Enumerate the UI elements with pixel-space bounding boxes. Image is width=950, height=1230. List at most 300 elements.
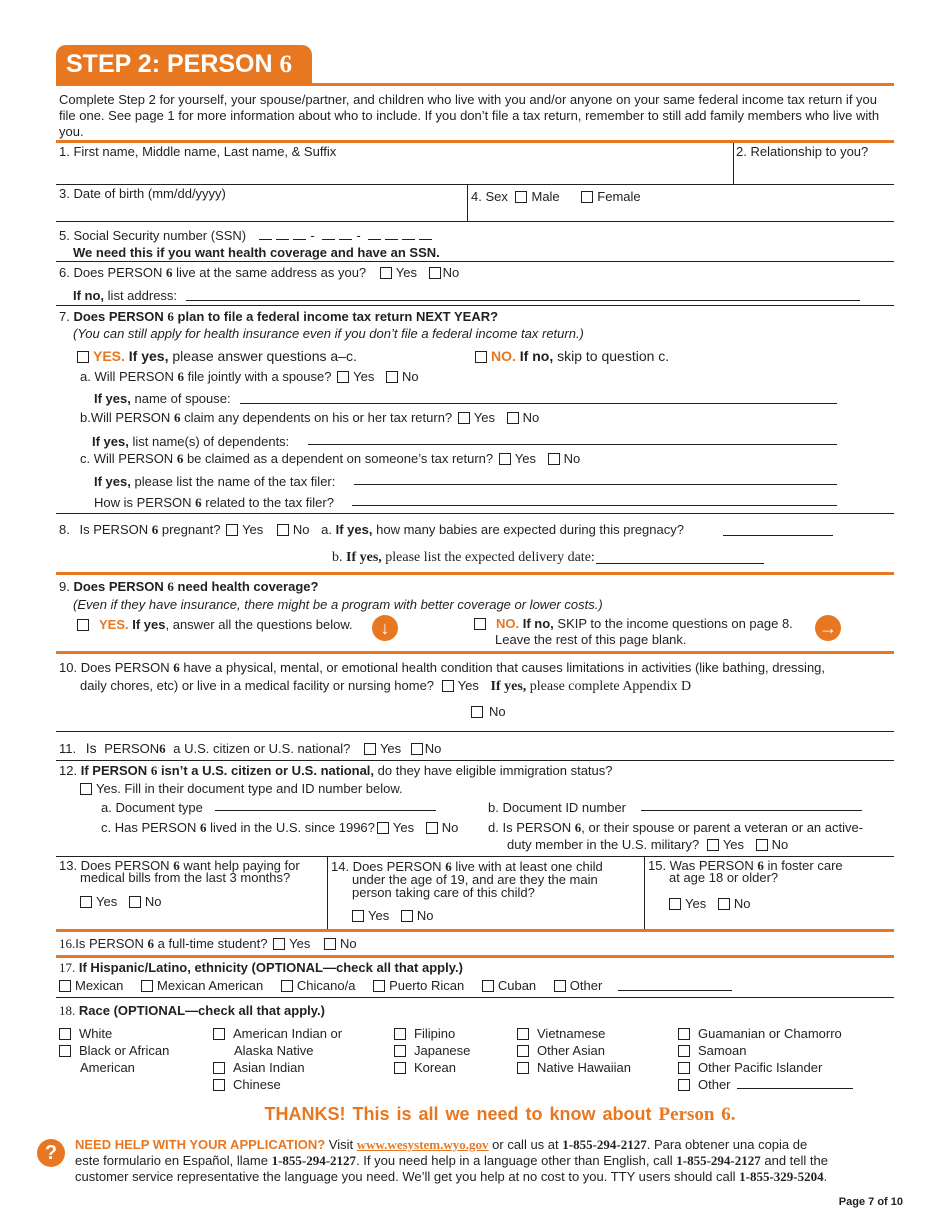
help-url-link[interactable]: www.wesystem.wyo.gov — [356, 1137, 489, 1152]
q10-num: 10. — [59, 660, 78, 675]
q6-address — [73, 288, 177, 303]
q12d-no-checkbox[interactable] — [756, 839, 768, 851]
q12d-no-label: No — [771, 837, 789, 852]
q7a-no-label: No — [401, 369, 419, 384]
q12a — [101, 800, 203, 815]
q9-no-checkbox[interactable] — [474, 618, 486, 630]
q8a-rest: how many babies are expected during this pregnacy? — [376, 522, 684, 537]
q12d-person: PERSON — [516, 820, 572, 835]
q11-pre: Is — [85, 740, 97, 756]
q9-pre: Does — [73, 579, 106, 594]
q17-chicano-checkbox[interactable] — [281, 980, 293, 992]
thanks-text: THANKS! This is all we need to know about — [264, 1104, 652, 1124]
q7c-how-post: related to the tax filer? — [205, 495, 334, 510]
race-label: Japanese — [414, 1043, 471, 1058]
race-label: Other Pacific Islander — [698, 1060, 823, 1075]
q7c-person: PERSON — [118, 451, 174, 466]
race-filipino-checkbox[interactable] — [394, 1028, 406, 1040]
q8-num: 8. — [59, 522, 70, 537]
q7c-how-person: PERSON — [136, 495, 192, 510]
q15-no-label: No — [733, 896, 751, 911]
q10-line2 — [80, 678, 691, 695]
q12-yes-checkbox[interactable] — [80, 783, 92, 795]
q12c-no-checkbox[interactable] — [426, 822, 438, 834]
race-label: Alaska Native — [234, 1043, 314, 1058]
q7c-if-bold: If yes, — [94, 474, 131, 489]
q17-mexican-checkbox[interactable] — [59, 980, 71, 992]
q17-other-field[interactable] — [618, 990, 732, 991]
q11-num: 11. — [59, 741, 77, 756]
race-label: White — [79, 1026, 113, 1041]
race-label: Asian Indian — [233, 1060, 305, 1075]
dependents-field[interactable] — [308, 444, 837, 445]
q13-no-checkbox[interactable] — [129, 896, 141, 908]
q13-post: want help paying for — [183, 858, 300, 873]
q18 — [59, 1003, 325, 1019]
race-label: Black or African — [79, 1043, 170, 1058]
q9-no-rest: SKIP to the income questions on page 8. — [557, 616, 793, 631]
q6-no-checkbox[interactable] — [429, 267, 441, 279]
q6-ifno: If no, — [73, 288, 105, 303]
relationship-field[interactable] — [736, 158, 891, 182]
q12-yes — [80, 781, 403, 796]
q12-bold-pre: If — [80, 763, 89, 778]
q12-rest: do they have eligible immigration status? — [377, 763, 613, 778]
q14-pre: 14. Does — [331, 859, 384, 874]
q8b — [332, 550, 595, 566]
q15-line2: at age 18 or older? — [669, 870, 779, 885]
q12c-yes-checkbox[interactable] — [377, 822, 389, 834]
q7a-if-rest: name of spouse: — [134, 391, 231, 406]
q7-no-bold: NO. — [491, 348, 516, 364]
q6 — [59, 265, 459, 281]
q9-post: need health coverage? — [177, 579, 319, 594]
q9-note: (Even if they have insurance, there might be a program with better coverage or lower costs.) — [73, 597, 603, 612]
q8-post: pregnant? — [161, 522, 221, 537]
q12d — [488, 820, 863, 836]
race-other-asian-checkbox[interactable] — [517, 1045, 529, 1057]
q10-yes-label: Yes — [457, 678, 479, 693]
q7-pre: Does — [73, 309, 106, 324]
q16-yes-checkbox[interactable] — [273, 938, 285, 950]
q10-no — [471, 704, 506, 719]
female-label: Female — [597, 189, 641, 204]
q7c-num: 6 — [176, 451, 184, 466]
race-vietnamese-checkbox[interactable] — [517, 1028, 529, 1040]
q6-num: 6. — [59, 265, 70, 280]
q14-num: 6 — [445, 859, 452, 874]
race-other-checkbox[interactable] — [678, 1079, 690, 1091]
q7c-pre: c. Will — [80, 451, 115, 466]
q12c-yes-label: Yes — [392, 820, 415, 835]
q12a-label: a. Document type — [101, 800, 203, 815]
divider — [56, 760, 894, 761]
q18-col2 — [213, 1025, 342, 1093]
q12b — [488, 800, 626, 815]
q9-no-ifb: If no, — [522, 616, 554, 631]
q7c-if-rest: please list the name of the tax filer: — [134, 474, 336, 489]
race-label: Samoan — [698, 1043, 747, 1058]
q14-line3: person taking care of this child? — [352, 885, 535, 900]
q16-num: 16. — [59, 936, 76, 951]
q8-no-checkbox[interactable] — [277, 524, 289, 536]
tax-filer-name-field[interactable] — [354, 484, 837, 485]
q14-post: live with at least one child — [455, 859, 603, 874]
race-samoan-checkbox[interactable] — [678, 1045, 690, 1057]
q11-post: a U.S. citizen or U.S. national? — [173, 741, 351, 756]
race-asian-indian-checkbox[interactable] — [213, 1062, 225, 1074]
delivery-date-field[interactable] — [596, 563, 764, 564]
q12-person-num: 6 — [150, 763, 158, 778]
banner-title: STEP 2: PERSON — [66, 50, 273, 78]
q12-num: 12. — [59, 763, 78, 778]
q7a-yes-checkbox[interactable] — [337, 371, 349, 383]
female-checkbox[interactable] — [581, 191, 593, 203]
q16-person-num: 6 — [147, 936, 155, 951]
q9-yes-ifb: If yes — [132, 617, 166, 632]
q10-no-label: No — [489, 704, 506, 719]
q7c-yes-checkbox[interactable] — [499, 453, 511, 465]
q16-post: a full-time student? — [157, 936, 268, 951]
q8-yes-checkbox[interactable] — [226, 524, 238, 536]
q17-cuban-checkbox[interactable] — [482, 980, 494, 992]
q13 — [59, 860, 300, 884]
q7c-how-num: 6 — [195, 495, 202, 510]
q12c-no-label: No — [441, 820, 459, 835]
q18-col5 — [678, 1025, 842, 1093]
q12 — [59, 763, 613, 779]
q12d-line2 — [507, 837, 788, 852]
header-rule — [56, 83, 894, 86]
q10-line2-text: daily chores, etc) or live in a medical facility or nursing home? — [80, 678, 435, 693]
intro-text: Complete Step 2 for yourself, your spouse/partner, and children who live with you and/or anyone on your same federal income tax return if you file one. See page 1 for more information about who to include. If you don’t file a tax return, remember to still add family members who live with you. — [59, 92, 880, 139]
divider — [56, 731, 894, 732]
q10-person-num: 6 — [173, 660, 180, 675]
q7b-no-label: No — [522, 410, 540, 425]
help-en1: . If you need help in a language other than English, call — [356, 1153, 673, 1168]
q11-yes-checkbox[interactable] — [364, 743, 376, 755]
q11-no-checkbox[interactable] — [411, 743, 423, 755]
tax-filer-relationship-field[interactable] — [352, 505, 837, 506]
q8-pre: Is — [79, 522, 90, 537]
divider — [56, 513, 894, 514]
q6-yes-checkbox[interactable] — [380, 267, 392, 279]
q7a-person: PERSON — [119, 369, 174, 384]
race-label: Korean — [414, 1060, 456, 1075]
q14-line2: under the age of 19, and are they the main — [352, 872, 598, 887]
ssn-field[interactable]: - - — [259, 228, 436, 243]
help-phone: 1-855-294-2127 — [562, 1137, 647, 1152]
q10-person: PERSON — [114, 660, 170, 675]
q10-no-checkbox[interactable] — [471, 706, 483, 718]
q7c — [80, 451, 580, 467]
q12d-post: , or their spouse or parent a veteran or an active- — [581, 820, 864, 835]
document-id-field[interactable] — [641, 810, 862, 811]
divider — [56, 651, 894, 654]
q15-pre: 15. Was — [648, 858, 696, 873]
q12c-post: lived in the U.S. since 1996? — [210, 820, 375, 835]
q16-person: PERSON — [89, 936, 144, 951]
q15-options — [669, 896, 750, 911]
q17-puerto-rican-checkbox[interactable] — [373, 980, 385, 992]
q7c-no-label: No — [563, 451, 581, 466]
babies-count-field[interactable] — [723, 535, 833, 536]
q18-col4 — [517, 1025, 631, 1076]
race-label: Filipino — [414, 1026, 456, 1041]
q9-yes-rest: , answer all the questions below. — [165, 617, 353, 632]
q7-no-rest: skip to question c. — [557, 348, 670, 364]
q8a-bold: If yes, — [335, 522, 373, 537]
q12-bold-post: isn’t a U.S. citizen or U.S. national, — [160, 763, 375, 778]
q17-mexican-american-checkbox[interactable] — [141, 980, 153, 992]
q8b-rest: please list the expected delivery date: — [385, 550, 595, 565]
q11-no-label: No — [424, 741, 442, 756]
document-type-field[interactable] — [215, 810, 436, 811]
q17-opt-label: Chicano/a — [296, 978, 356, 993]
race-native-hawaiian-checkbox[interactable] — [517, 1062, 529, 1074]
q8-yes-label: Yes — [242, 522, 264, 537]
q6-ifno-rest: list address: — [107, 288, 178, 303]
race-label: Chinese — [233, 1077, 281, 1092]
q15-person: PERSON — [698, 858, 754, 873]
step-banner — [56, 45, 312, 83]
dob-field[interactable] — [59, 200, 459, 218]
q3-label: 3. Date of birth (mm/dd/yyyy) — [59, 186, 226, 201]
q16-no-label: No — [339, 936, 357, 951]
q13-num: 6 — [173, 858, 180, 873]
q12c-pre: c. Has — [101, 820, 138, 835]
q12-yes-fill: Yes. Fill in their document type and ID number below. — [96, 781, 403, 796]
q6-yes-label: Yes — [395, 265, 418, 280]
q5-note: We need this if you want health coverage and have an SSN. — [73, 245, 440, 260]
q7c-post: be claimed as a dependent on someone’s tax return? — [186, 451, 494, 466]
q15 — [648, 860, 843, 884]
divider — [733, 143, 734, 184]
race-label: Other — [698, 1077, 731, 1092]
q7c-how — [94, 495, 334, 511]
race-label: Vietnamese — [537, 1026, 606, 1041]
address-field[interactable] — [186, 300, 860, 301]
q1-label: 1. First name, Middle name, Last name, & Suffix — [59, 144, 337, 159]
q9-yes — [77, 617, 353, 632]
q16-yes-label: Yes — [289, 936, 311, 951]
divider — [56, 184, 894, 185]
q7b-post: claim any dependents on his or her tax return? — [184, 410, 453, 425]
q7b — [80, 410, 539, 426]
q14-yes-label: Yes — [368, 908, 390, 923]
q15-no-checkbox[interactable] — [718, 898, 730, 910]
q15-post: in foster care — [767, 858, 843, 873]
q18-col3 — [394, 1025, 470, 1076]
q14 — [331, 860, 603, 899]
q8-num-person: 6 — [151, 522, 159, 537]
q7-post: plan to file a federal income tax return NEXT YEAR? — [177, 309, 499, 324]
q7a — [80, 369, 419, 385]
q7-num: 7. — [59, 309, 70, 324]
arrow-down-icon: ↓ — [372, 615, 398, 641]
q9-yes-checkbox[interactable] — [77, 619, 89, 631]
q12d-pre: d. Is — [488, 820, 513, 835]
q7-no-checkbox[interactable] — [475, 351, 487, 363]
page-number: Page 7 of 10 — [838, 1196, 903, 1208]
q17-opt-label: Other — [569, 978, 603, 993]
q7-yes-ifb: If yes, — [128, 348, 169, 364]
q4-label: 4. Sex — [471, 189, 508, 204]
divider — [327, 857, 328, 929]
q12d-line2-text: duty member in the U.S. military? — [507, 837, 700, 852]
race-korean-checkbox[interactable] — [394, 1062, 406, 1074]
q7-yes-rest: please answer questions a–c. — [172, 348, 357, 364]
q10-pre: Does — [80, 660, 112, 675]
help-icon: ? — [37, 1139, 65, 1167]
divider — [56, 955, 894, 958]
full-name-field[interactable] — [59, 158, 729, 182]
race-guamanian-checkbox[interactable] — [678, 1028, 690, 1040]
q6-pre: Does — [73, 265, 104, 280]
arrow-right-icon: → — [815, 615, 841, 641]
race-label: Other Asian — [537, 1043, 605, 1058]
help-phone: 1-855-294-2127 — [676, 1153, 761, 1168]
q12-person: PERSON — [92, 763, 148, 778]
help-line3: customer service representative the language you need. We’ll get you help at no cost to you. TTY users should call — [75, 1169, 736, 1184]
q17 — [59, 960, 463, 976]
race-chinese-checkbox[interactable] — [213, 1079, 225, 1091]
q14-options — [352, 908, 433, 923]
q17-opt-label: Mexican American — [157, 978, 264, 993]
q10-yes-checkbox[interactable] — [442, 680, 454, 692]
q7a-post: file jointly with a spouse? — [187, 369, 332, 384]
help-period: . — [823, 1169, 828, 1184]
q7a-num: 6 — [177, 369, 185, 384]
q14-no-checkbox[interactable] — [401, 910, 413, 922]
q17-options — [59, 978, 616, 993]
q6-no-label: No — [442, 265, 460, 280]
q17-num: 17. — [59, 960, 76, 975]
q11-person-num: 6 — [159, 741, 166, 756]
q7-person: PERSON — [108, 309, 164, 324]
q8b-pre: b. — [332, 550, 343, 565]
q7a-pre: a. Will — [80, 369, 116, 384]
q7-note: (You can still apply for health insurance even if you don’t file a federal income tax return.) — [73, 326, 584, 341]
q7b-dependents — [92, 434, 289, 449]
q11 — [59, 740, 441, 757]
q10-if-rest: please complete Appendix D — [529, 679, 692, 694]
q15-yes-label: Yes — [685, 896, 707, 911]
q12d-yes-label: Yes — [722, 837, 745, 852]
q8a-pre: a. — [321, 522, 332, 537]
help-and-tell: and tell the — [764, 1153, 828, 1168]
q7a-if-bold: If yes, — [94, 391, 131, 406]
race-other-pacific-checkbox[interactable] — [678, 1062, 690, 1074]
q18-col1 — [59, 1025, 169, 1076]
q5-label: 5. Social Security number (SSN) — [59, 228, 247, 243]
q16-pre: Is — [75, 936, 86, 951]
help-title: NEED HELP WITH YOUR APPLICATION? — [75, 1137, 326, 1152]
q7-yes-bold: YES. — [93, 348, 125, 364]
q7a-no-checkbox[interactable] — [386, 371, 398, 383]
q10-if-bold: If yes, — [490, 679, 527, 694]
q7b-if-bold: If yes, — [92, 434, 129, 449]
race-american-indian-checkbox[interactable] — [213, 1028, 225, 1040]
help-call: or call us at — [492, 1137, 559, 1152]
race-label: Guamanian or Chamorro — [698, 1026, 842, 1041]
q12d-yes-checkbox[interactable] — [707, 839, 719, 851]
race-white-checkbox[interactable] — [59, 1028, 71, 1040]
divider — [56, 997, 894, 998]
q9-person-num: 6 — [167, 579, 174, 594]
q2-label: 2. Relationship to you? — [736, 144, 869, 159]
male-label: Male — [531, 189, 560, 204]
q16-no-checkbox[interactable] — [324, 938, 336, 950]
q11-yes-label: Yes — [379, 741, 402, 756]
q13-yes-checkbox[interactable] — [80, 896, 92, 908]
help-es1: . Para obtener una copia de — [646, 1137, 808, 1152]
q7-yes — [77, 348, 357, 364]
banner-person-num: 6 — [279, 51, 292, 78]
q7c-how-pre: How is — [94, 495, 134, 510]
q12b-label: b. Document ID number — [488, 800, 627, 815]
q12c — [101, 820, 458, 836]
thanks-message — [0, 1104, 950, 1126]
race-other-field[interactable] — [737, 1088, 853, 1089]
q7a-spouse — [94, 391, 231, 406]
help-text — [75, 1137, 905, 1185]
q17-opt-label: Cuban — [497, 978, 537, 993]
q7a-yes-label: Yes — [353, 369, 375, 384]
q12d-num: 6 — [574, 820, 582, 835]
q6-person: PERSON — [107, 265, 163, 280]
q10 — [59, 660, 825, 676]
q7b-pre: b.Will — [80, 410, 112, 425]
q8-person: PERSON — [93, 522, 149, 537]
divider — [56, 261, 894, 262]
race-japanese-checkbox[interactable] — [394, 1045, 406, 1057]
q9-yes-bold: YES. — [99, 617, 129, 632]
q9-num: 9. — [59, 579, 70, 594]
q13-yes-label: Yes — [96, 894, 118, 909]
q12c-num: 6 — [200, 820, 207, 835]
q7b-yes-checkbox[interactable] — [458, 412, 470, 424]
q6-post: live at the same address as you? — [176, 265, 367, 280]
divider — [644, 857, 645, 929]
q7b-num: 6 — [173, 410, 181, 425]
q15-yes-checkbox[interactable] — [669, 898, 681, 910]
help-es2: este formulario en Español, llame — [75, 1153, 268, 1168]
q18-label: Race (OPTIONAL—check all that apply.) — [78, 1003, 325, 1018]
spouse-name-field[interactable] — [240, 403, 837, 404]
q14-yes-checkbox[interactable] — [352, 910, 364, 922]
race-label: American — [80, 1060, 135, 1075]
q17-opt-label: Puerto Rican — [389, 978, 465, 993]
q17-other-checkbox[interactable] — [554, 980, 566, 992]
q7-yes-checkbox[interactable] — [77, 351, 89, 363]
q7c-no-checkbox[interactable] — [548, 453, 560, 465]
help-phone: 1-855-294-2127 — [271, 1153, 357, 1168]
q7b-person: PERSON — [115, 410, 171, 425]
q9-no-bold: NO. — [496, 616, 520, 631]
divider — [56, 305, 894, 306]
q13-person: PERSON — [114, 858, 170, 873]
male-checkbox[interactable] — [515, 191, 527, 203]
q7b-no-checkbox[interactable] — [507, 412, 519, 424]
q7-no-ifb: If no, — [519, 348, 554, 364]
q14-no-label: No — [416, 908, 434, 923]
q9-no — [474, 616, 793, 631]
q8 — [59, 522, 684, 538]
race-black-checkbox[interactable] — [59, 1045, 71, 1057]
q15-num: 6 — [757, 858, 764, 873]
q17-label: If Hispanic/Latino, ethnicity (OPTIONAL—check all that apply.) — [78, 960, 463, 975]
